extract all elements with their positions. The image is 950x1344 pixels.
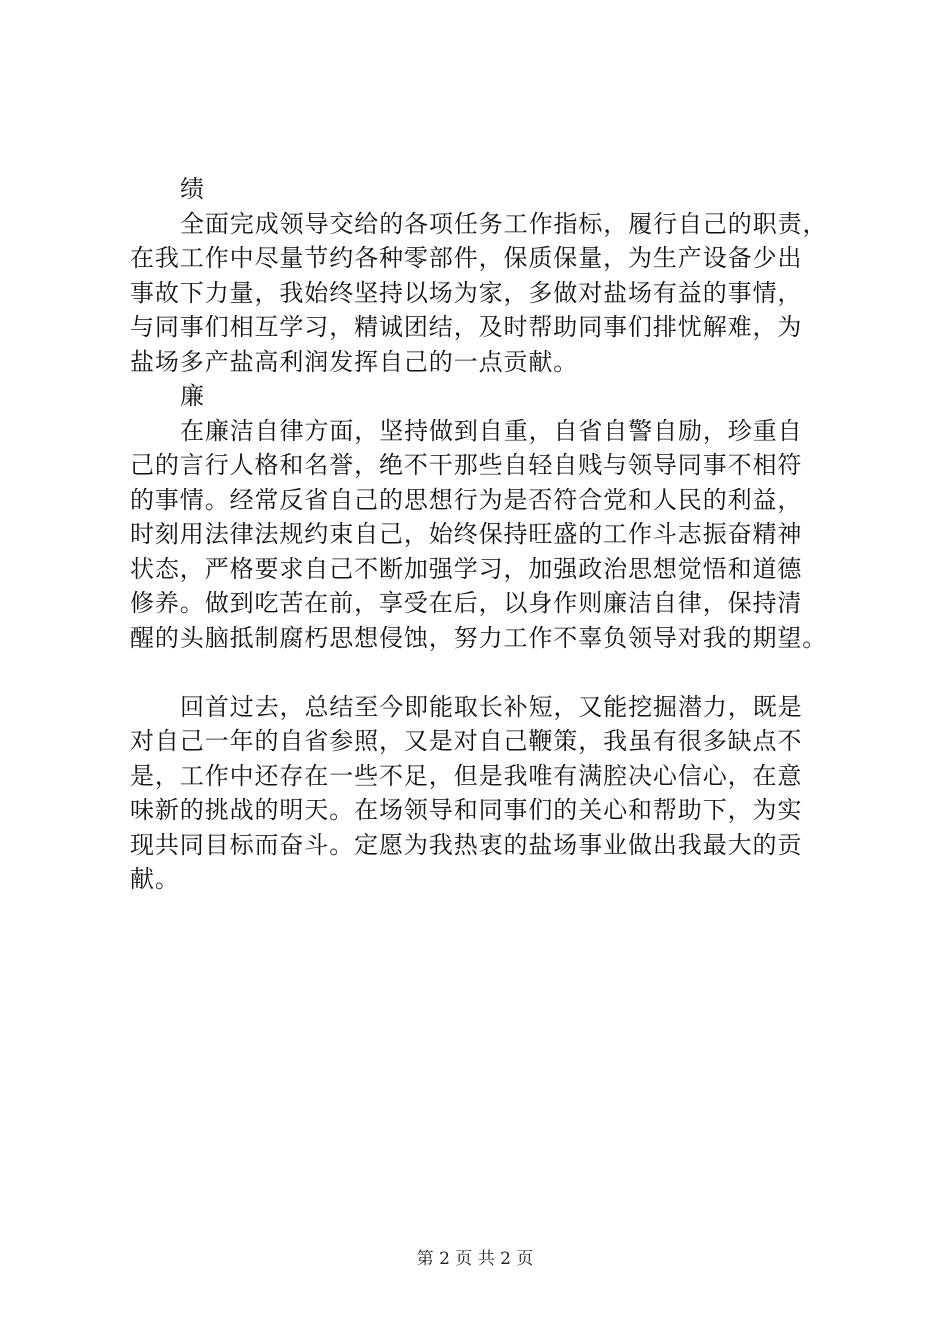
paragraph-line: 时刻用法律法规约束自己，始终保持旺盛的工作斗志振奋精神: [130, 520, 803, 548]
section-heading-ji: 绩: [180, 175, 205, 203]
blank-line: [130, 655, 850, 690]
paragraph-line: 事故下力量，我始终坚持以场为家，多做对盐场有益的事情，: [130, 278, 803, 307]
paragraph-line: 醒的头脑抵制腐朽思想侵蚀，努力工作不辜负领导对我的期望。: [130, 623, 828, 652]
paragraph-line: 与同事们相互学习，精诚团结，及时帮助同事们排忧解难，为: [130, 313, 803, 341]
paragraph-line: 在我工作中尽量节约各种零部件，保质保量，为生产设备少出: [130, 244, 803, 272]
paragraph-line: 修养。做到吃苦在前，享受在后，以身作则廉洁自律，保持清: [130, 589, 803, 617]
paragraph-summary: [130, 690, 850, 897]
paragraph-line: 盐场多产盐高利润发挥自己的一点贡献。: [130, 347, 579, 376]
paragraph-lian: [130, 414, 850, 656]
document-body: [130, 172, 850, 897]
paragraph-line: 是，工作中还存在一些不足，但是我唯有满腔决心信心，在意: [130, 761, 803, 790]
paragraph-line: 味新的挑战的明天。在场领导和同事们的关心和帮助下，为实: [130, 796, 803, 824]
paragraph-line: 对自己一年的自省参照，又是对自己鞭策，我虽有很多缺点不: [130, 727, 803, 755]
paragraph-line: 现共同目标而奋斗。定愿为我热衷的盐场事业做出我最大的贡: [130, 830, 803, 859]
page-number-footer: 第 2 页 共 2 页: [416, 1249, 534, 1269]
paragraph-line: 己的言行人格和名誉，绝不干那些自轻自贱与领导同事不相符: [130, 451, 803, 479]
paragraph-line: 在廉洁自律方面，坚持做到自重，自省自警自励，珍重自: [180, 416, 803, 445]
paragraph-line: 回首过去，总结至今即能取长补短，又能挖掘潜力，既是: [180, 692, 803, 721]
paragraph-line: 的事情。经常反省自己的思想行为是否符合党和人民的利益，: [130, 485, 803, 514]
paragraph-line: 献。: [130, 865, 180, 893]
paragraph-ji: [130, 207, 850, 380]
section-heading-lian: 廉: [180, 382, 205, 410]
paragraph-line: 状态，严格要求自己不断加强学习，加强政治思想觉悟和道德: [130, 554, 803, 583]
paragraph-line: 全面完成领导交给的各项任务工作指标，履行自己的职责，: [180, 209, 828, 238]
